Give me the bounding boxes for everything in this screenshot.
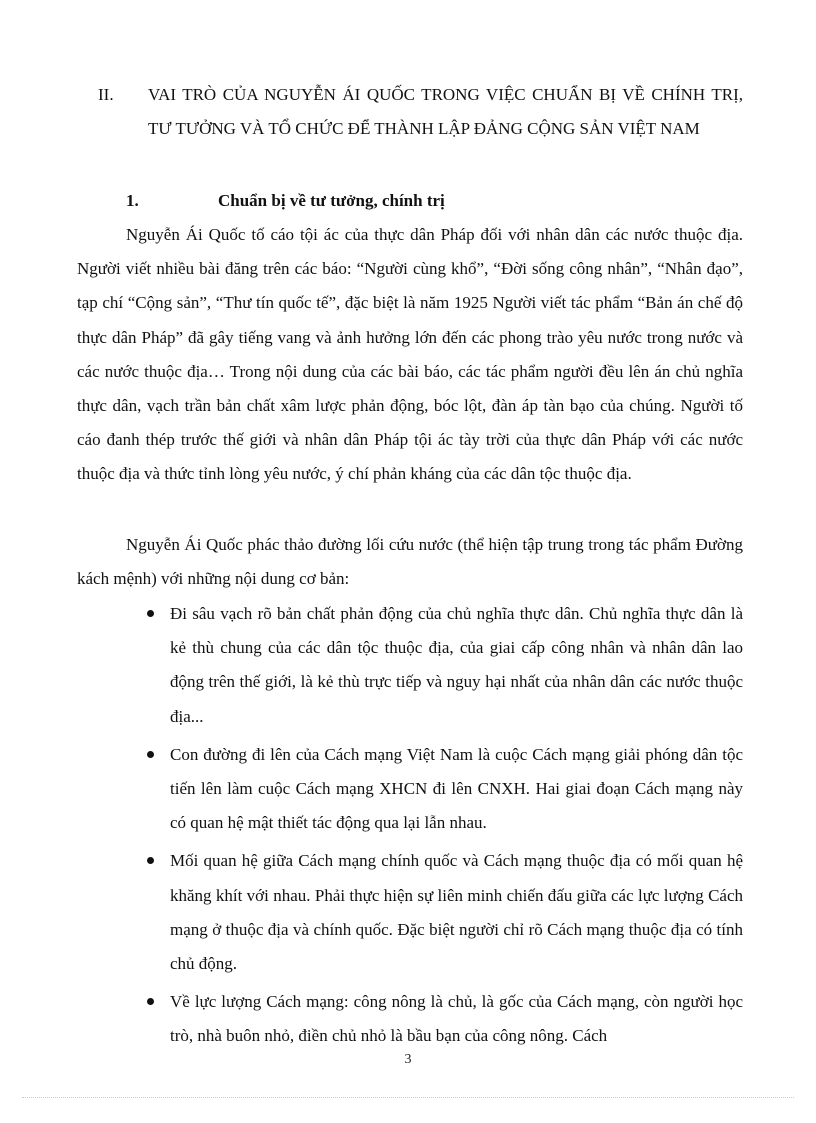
bullet-icon bbox=[147, 610, 154, 617]
subsection-heading bbox=[126, 184, 743, 218]
bullet-icon bbox=[147, 998, 154, 1005]
paragraph-colonial-crimes: Nguyễn Ái Quốc tố cáo tội ác của thực dân Pháp đối với nhân dân các nước thuộc địa. Người viết nhiều bài đăng trên các báo: “Người cùng khổ”, “Đời sống công nhân”, “Nhân đạo”, tạp chí “Cộng sản”, “Thư tín quốc tế”, đặc biệt là năm 1925 Người viết tác phẩm “Bản án chế độ thực dân Pháp” đã gây tiếng vang và ảnh hưởng lớn đến các phong trào yêu nước trong nước và các nước thuộc địa… Trong nội dung của các bài báo, các tác phẩm người đều lên án chủ nghĩa thực dân, vạch trần bản chất xâm lược phản động, bóc lột, đàn áp tàn bạo của chúng. Người tố cáo đanh thép trước thế giới và nhân dân Pháp tội ác tày trời của thực dân Pháp với các nước thuộc địa và thức tỉnh lòng yêu nước, ý chí phản kháng của các dân tộc thuộc địa. bbox=[77, 225, 743, 484]
paragraph-national-salvation-line: Nguyễn Ái Quốc phác thảo đường lối cứu nước (thể hiện tập trung trong tác phẩm Đường kách mệnh) với những nội dung cơ bản: bbox=[77, 535, 743, 589]
footer-divider bbox=[22, 1097, 794, 1098]
list-item bbox=[170, 985, 743, 1053]
list-item-text: Về lực lượng Cách mạng: công nông là chủ, là gốc của Cách mạng, còn người học trò, nhà buôn nhỏ, điền chủ nhỏ là bầu bạn của công nông. Cách bbox=[170, 992, 743, 1046]
subsection-number: 1. bbox=[126, 191, 139, 210]
list-item bbox=[170, 738, 743, 841]
list-item-text: Đi sâu vạch rõ bản chất phản động của chủ nghĩa thực dân. Chủ nghĩa thực dân là kẻ thù chung của các dân tộc thuộc địa, của giai cấp công nhân và nhân dân lao động trên thế giới, là kẻ thù trực tiếp và nguy hại nhất của nhân dân các nước thuộc địa... bbox=[170, 604, 743, 726]
bullet-icon bbox=[147, 751, 154, 758]
list-item bbox=[170, 844, 743, 981]
section-title: VAI TRÒ CỦA NGUYỄN ÁI QUỐC TRONG VIỆC CHUẨN BỊ VỀ CHÍNH TRỊ, TƯ TƯỞNG VÀ TỔ CHỨC ĐỂ THÀNH LẬP ĐẢNG CỘNG SẢN VIỆT NAM bbox=[148, 85, 743, 138]
list-item-text: Mối quan hệ giữa Cách mạng chính quốc và Cách mạng thuộc địa có mối quan hệ khăng khít với nhau. Phải thực hiện sự liên minh chiến đấu giữa các lực lượng Cách mạng ở thuộc địa và chính quốc. Đặc biệt người chỉ rõ Cách mạng thuộc địa có tính chủ động. bbox=[170, 851, 743, 974]
bullet-icon bbox=[147, 857, 154, 864]
section-heading bbox=[98, 78, 743, 146]
list-item-text: Con đường đi lên của Cách mạng Việt Nam là cuộc Cách mạng giải phóng dân tộc tiến lên làm cuộc Cách mạng XHCN đi lên CNXH. Hai giai đoạn Cách mạng này có quan hệ mật thiết tác động qua lại lẫn nhau. bbox=[170, 744, 743, 833]
list-item bbox=[170, 597, 743, 734]
page-number: 3 bbox=[404, 1052, 412, 1067]
section-number: II. bbox=[98, 85, 114, 104]
bullet-list bbox=[170, 597, 743, 1058]
subsection-title: Chuẩn bị về tư tưởng, chính trị bbox=[218, 191, 445, 210]
